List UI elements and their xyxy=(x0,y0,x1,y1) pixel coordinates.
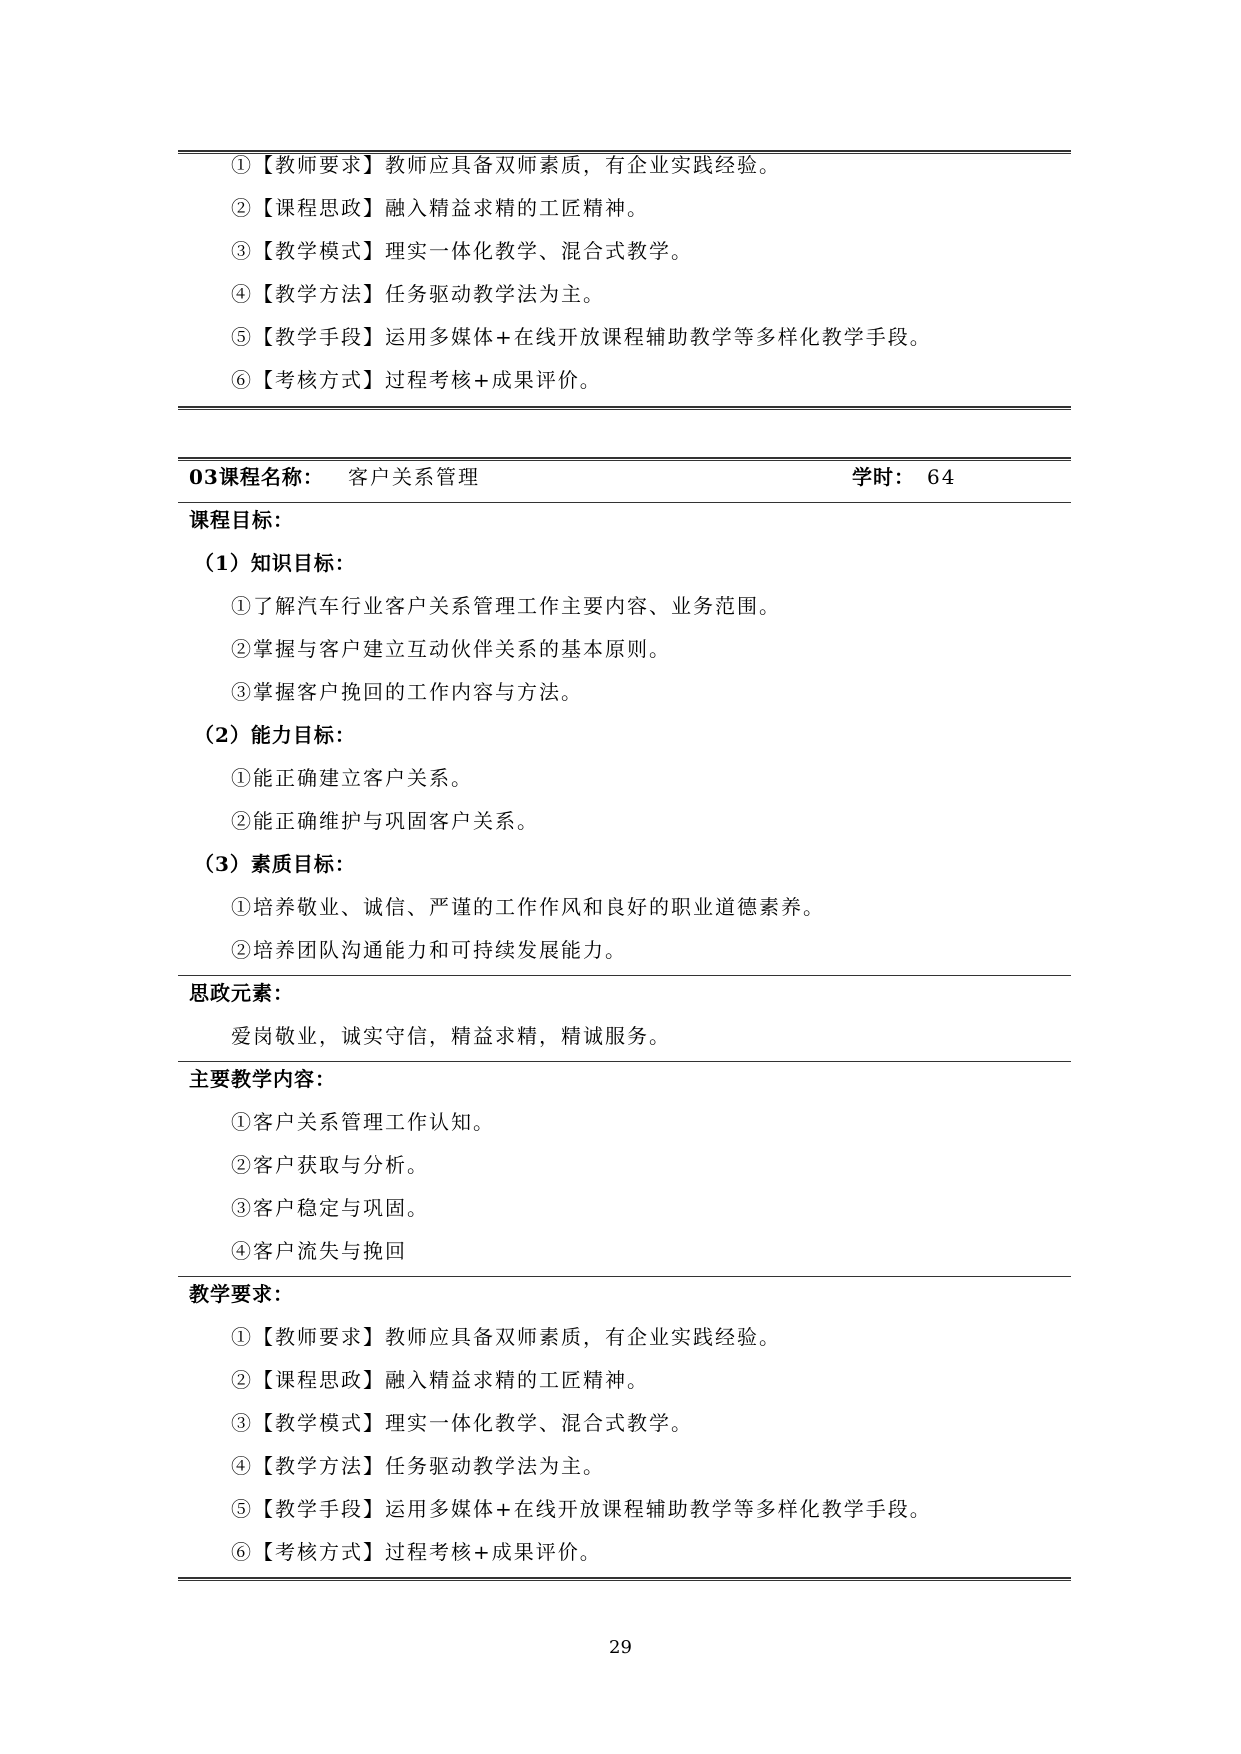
page-number: 29 xyxy=(609,1637,632,1658)
course-hours-label: 学时： xyxy=(852,465,915,489)
course-name-label: 03课程名称： xyxy=(189,465,324,489)
list-item: ①能正确建立客户关系。 xyxy=(231,766,473,790)
list-item: ②【课程思政】融入精益求精的工匠精神。 xyxy=(231,1368,649,1392)
content-title: 主要教学内容： xyxy=(189,1067,336,1091)
list-item: ④【教学方法】任务驱动教学法为主。 xyxy=(231,282,605,306)
list-item: ①培养敬业、诚信、严谨的工作作风和良好的职业道德素养。 xyxy=(231,895,825,919)
list-item: ②客户获取与分析。 xyxy=(231,1153,429,1177)
list-item: ④客户流失与挽回 xyxy=(231,1239,407,1263)
course-table-bottom-border xyxy=(178,1577,1071,1581)
list-item: ①客户关系管理工作认知。 xyxy=(231,1110,495,1134)
divider xyxy=(178,502,1071,503)
list-item: ②【课程思政】融入精益求精的工匠精神。 xyxy=(231,196,649,220)
list-item: ③掌握客户挽回的工作内容与方法。 xyxy=(231,680,583,704)
list-item: ⑥【考核方式】过程考核+成果评价。 xyxy=(231,1540,602,1564)
divider xyxy=(178,975,1071,976)
course-table-top-border xyxy=(178,457,1071,461)
quality-title: （3）素质目标： xyxy=(194,852,356,876)
list-item: ②培养团队沟通能力和可持续发展能力。 xyxy=(231,938,627,962)
course-hours: 64 xyxy=(927,465,957,489)
list-item: ①了解汽车行业客户关系管理工作主要内容、业务范围。 xyxy=(231,594,781,618)
requirements-title: 教学要求： xyxy=(189,1282,294,1306)
list-item: ②能正确维护与巩固客户关系。 xyxy=(231,809,539,833)
objectives-title: 课程目标： xyxy=(189,508,294,532)
divider xyxy=(178,1061,1071,1062)
table-bottom-border xyxy=(178,406,1071,410)
list-item: ①【教师要求】教师应具备双师素质，有企业实践经验。 xyxy=(231,153,781,177)
list-item: ⑤【教学手段】运用多媒体+在线开放课程辅助教学等多样化教学手段。 xyxy=(231,1497,932,1521)
list-item: ③【教学模式】理实一体化教学、混合式教学。 xyxy=(231,239,693,263)
ability-title: （2）能力目标： xyxy=(194,723,356,747)
course-name: 客户关系管理 xyxy=(348,465,480,489)
list-item: ②掌握与客户建立互动伙伴关系的基本原则。 xyxy=(231,637,671,661)
list-item: ④【教学方法】任务驱动教学法为主。 xyxy=(231,1454,605,1478)
list-item: ⑥【考核方式】过程考核+成果评价。 xyxy=(231,368,602,392)
list-item: ⑤【教学手段】运用多媒体+在线开放课程辅助教学等多样化教学手段。 xyxy=(231,325,932,349)
list-item: ①【教师要求】教师应具备双师素质，有企业实践经验。 xyxy=(231,1325,781,1349)
knowledge-title: （1）知识目标： xyxy=(194,551,356,575)
ideology-text: 爱岗敬业，诚实守信，精益求精，精诚服务。 xyxy=(231,1024,671,1048)
list-item: ③【教学模式】理实一体化教学、混合式教学。 xyxy=(231,1411,693,1435)
list-item: ③客户稳定与巩固。 xyxy=(231,1196,429,1220)
ideology-title: 思政元素： xyxy=(189,981,294,1005)
divider xyxy=(178,1276,1071,1277)
